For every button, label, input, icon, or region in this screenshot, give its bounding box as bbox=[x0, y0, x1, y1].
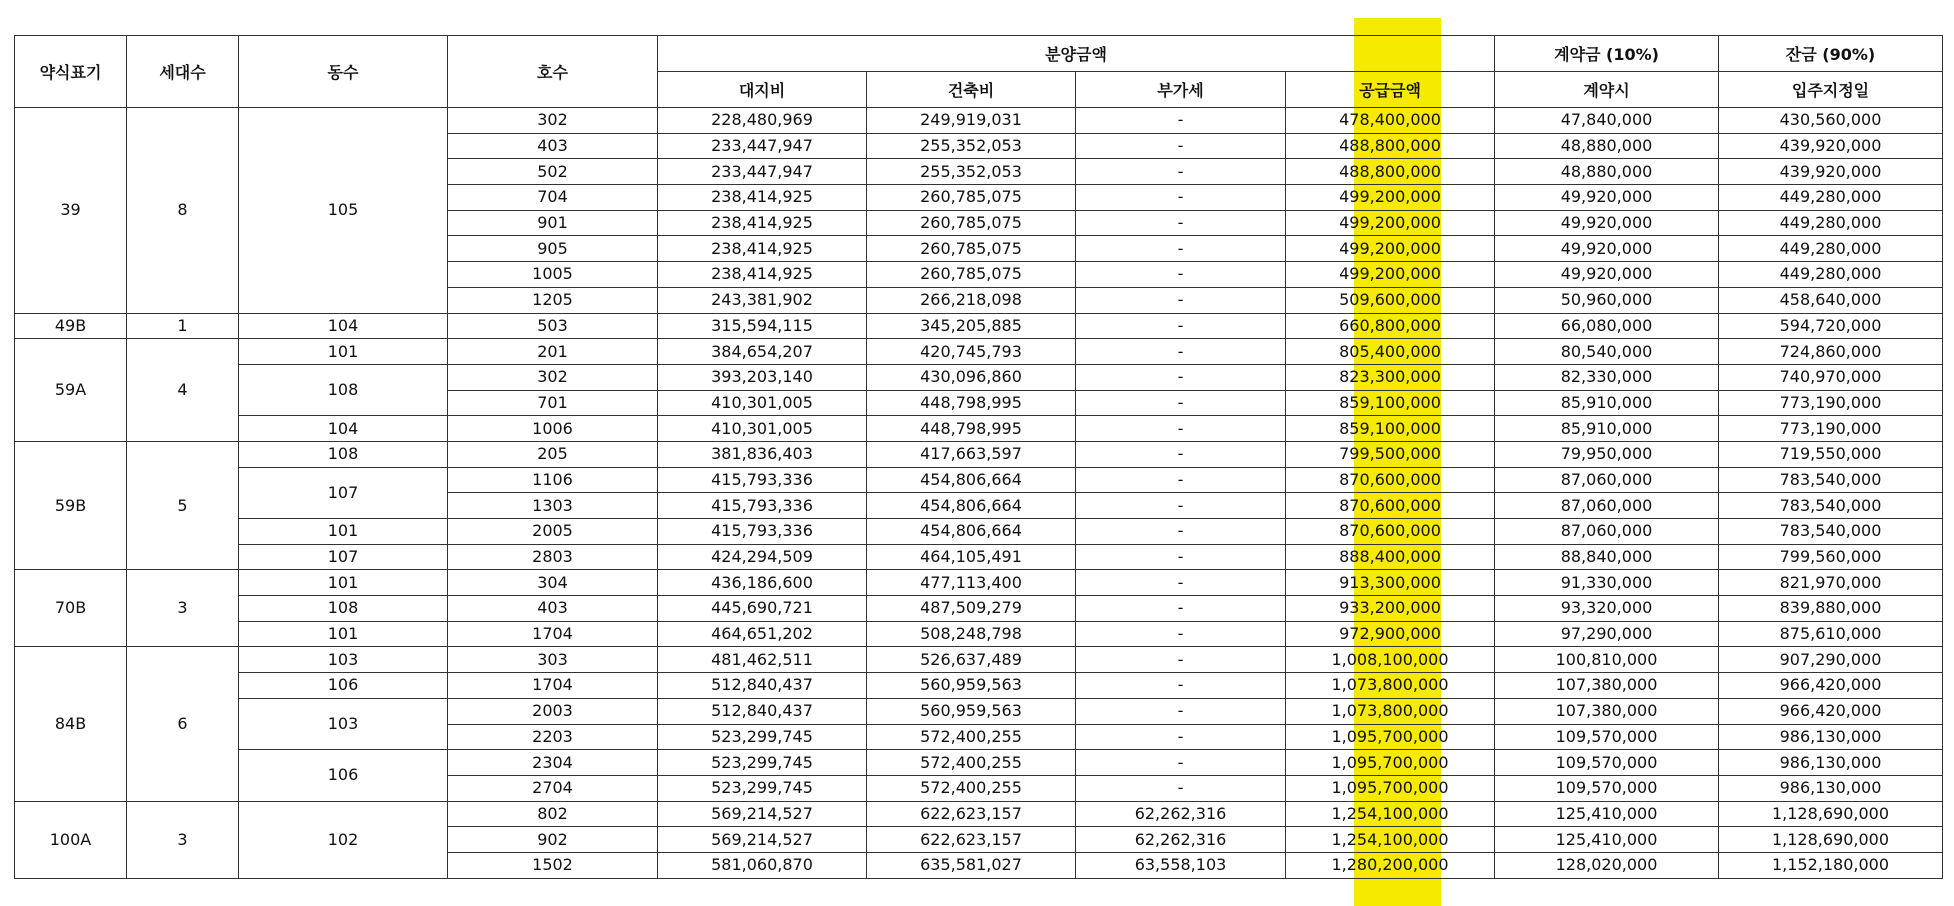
cell-supply: 1,095,700,000 bbox=[1286, 750, 1495, 776]
cell-type: 59B bbox=[15, 441, 127, 569]
cell-unit: 304 bbox=[448, 570, 658, 596]
cell-land: 238,414,925 bbox=[658, 262, 867, 288]
cell-construction: 255,352,053 bbox=[867, 159, 1076, 185]
cell-deposit: 80,540,000 bbox=[1495, 339, 1719, 365]
cell-supply: 1,095,700,000 bbox=[1286, 775, 1495, 801]
cell-supply: 888,400,000 bbox=[1286, 544, 1495, 570]
cell-construction: 448,798,995 bbox=[867, 390, 1076, 416]
cell-supply: 870,600,000 bbox=[1286, 519, 1495, 545]
cell-deposit: 85,910,000 bbox=[1495, 416, 1719, 442]
cell-building: 104 bbox=[239, 416, 448, 442]
cell-construction: 345,205,885 bbox=[867, 313, 1076, 339]
cell-unit: 1303 bbox=[448, 493, 658, 519]
cell-deposit: 125,410,000 bbox=[1495, 827, 1719, 853]
header-deposit-group: 계약금 (10%) bbox=[1495, 36, 1719, 72]
cell-supply: 859,100,000 bbox=[1286, 390, 1495, 416]
cell-deposit: 109,570,000 bbox=[1495, 750, 1719, 776]
cell-unit: 1502 bbox=[448, 852, 658, 878]
cell-supply: 1,254,100,000 bbox=[1286, 827, 1495, 853]
cell-deposit: 87,060,000 bbox=[1495, 467, 1719, 493]
cell-supply: 499,200,000 bbox=[1286, 210, 1495, 236]
cell-unit: 901 bbox=[448, 210, 658, 236]
header-vat: 부가세 bbox=[1076, 72, 1286, 108]
cell-vat: 63,558,103 bbox=[1076, 852, 1286, 878]
cell-supply: 870,600,000 bbox=[1286, 493, 1495, 519]
cell-land: 436,186,600 bbox=[658, 570, 867, 596]
cell-unit: 303 bbox=[448, 647, 658, 673]
price-table bbox=[14, 35, 1943, 879]
cell-vat: - bbox=[1076, 724, 1286, 750]
cell-vat: - bbox=[1076, 775, 1286, 801]
cell-vat: - bbox=[1076, 441, 1286, 467]
cell-type: 39 bbox=[15, 108, 127, 314]
cell-vat: - bbox=[1076, 750, 1286, 776]
cell-land: 415,793,336 bbox=[658, 519, 867, 545]
cell-land: 381,836,403 bbox=[658, 441, 867, 467]
cell-deposit: 109,570,000 bbox=[1495, 775, 1719, 801]
header-price-group: 분양금액 bbox=[658, 36, 1495, 72]
cell-deposit: 82,330,000 bbox=[1495, 364, 1719, 390]
table-row bbox=[15, 364, 1943, 390]
cell-balance: 773,190,000 bbox=[1719, 416, 1943, 442]
cell-land: 445,690,721 bbox=[658, 596, 867, 622]
cell-deposit: 125,410,000 bbox=[1495, 801, 1719, 827]
cell-balance: 449,280,000 bbox=[1719, 210, 1943, 236]
cell-deposit: 87,060,000 bbox=[1495, 519, 1719, 545]
cell-land: 228,480,969 bbox=[658, 108, 867, 134]
cell-deposit: 85,910,000 bbox=[1495, 390, 1719, 416]
cell-deposit: 93,320,000 bbox=[1495, 596, 1719, 622]
cell-households: 5 bbox=[127, 441, 239, 569]
cell-deposit: 100,810,000 bbox=[1495, 647, 1719, 673]
cell-construction: 260,785,075 bbox=[867, 262, 1076, 288]
cell-construction: 420,745,793 bbox=[867, 339, 1076, 365]
cell-balance: 1,128,690,000 bbox=[1719, 801, 1943, 827]
cell-building: 108 bbox=[239, 364, 448, 415]
cell-balance: 773,190,000 bbox=[1719, 390, 1943, 416]
cell-vat: - bbox=[1076, 467, 1286, 493]
cell-balance: 875,610,000 bbox=[1719, 621, 1943, 647]
cell-supply: 1,280,200,000 bbox=[1286, 852, 1495, 878]
cell-deposit: 109,570,000 bbox=[1495, 724, 1719, 750]
cell-unit: 2203 bbox=[448, 724, 658, 750]
cell-supply: 933,200,000 bbox=[1286, 596, 1495, 622]
cell-balance: 839,880,000 bbox=[1719, 596, 1943, 622]
cell-land: 233,447,947 bbox=[658, 133, 867, 159]
cell-construction: 266,218,098 bbox=[867, 287, 1076, 313]
cell-supply: 509,600,000 bbox=[1286, 287, 1495, 313]
cell-households: 6 bbox=[127, 647, 239, 801]
cell-deposit: 79,950,000 bbox=[1495, 441, 1719, 467]
cell-vat: - bbox=[1076, 364, 1286, 390]
cell-unit: 403 bbox=[448, 596, 658, 622]
cell-supply: 1,095,700,000 bbox=[1286, 724, 1495, 750]
cell-deposit: 47,840,000 bbox=[1495, 108, 1719, 134]
table-row bbox=[15, 108, 1943, 134]
cell-construction: 448,798,995 bbox=[867, 416, 1076, 442]
cell-deposit: 128,020,000 bbox=[1495, 852, 1719, 878]
cell-supply: 499,200,000 bbox=[1286, 185, 1495, 211]
table-row bbox=[15, 801, 1943, 827]
cell-land: 384,654,207 bbox=[658, 339, 867, 365]
cell-construction: 572,400,255 bbox=[867, 724, 1076, 750]
cell-balance: 821,970,000 bbox=[1719, 570, 1943, 596]
cell-building: 108 bbox=[239, 596, 448, 622]
cell-land: 523,299,745 bbox=[658, 750, 867, 776]
cell-building: 106 bbox=[239, 673, 448, 699]
cell-balance: 430,560,000 bbox=[1719, 108, 1943, 134]
cell-land: 393,203,140 bbox=[658, 364, 867, 390]
cell-deposit: 49,920,000 bbox=[1495, 210, 1719, 236]
table-row bbox=[15, 647, 1943, 673]
cell-supply: 478,400,000 bbox=[1286, 108, 1495, 134]
cell-deposit: 91,330,000 bbox=[1495, 570, 1719, 596]
cell-construction: 260,785,075 bbox=[867, 185, 1076, 211]
cell-deposit: 87,060,000 bbox=[1495, 493, 1719, 519]
cell-vat: - bbox=[1076, 339, 1286, 365]
cell-unit: 2803 bbox=[448, 544, 658, 570]
cell-unit: 905 bbox=[448, 236, 658, 262]
cell-households: 4 bbox=[127, 339, 239, 442]
cell-vat: - bbox=[1076, 390, 1286, 416]
cell-balance: 1,128,690,000 bbox=[1719, 827, 1943, 853]
cell-land: 410,301,005 bbox=[658, 390, 867, 416]
cell-balance: 449,280,000 bbox=[1719, 236, 1943, 262]
cell-building: 102 bbox=[239, 801, 448, 878]
cell-vat: - bbox=[1076, 108, 1286, 134]
cell-supply: 913,300,000 bbox=[1286, 570, 1495, 596]
cell-construction: 560,959,563 bbox=[867, 698, 1076, 724]
cell-unit: 704 bbox=[448, 185, 658, 211]
cell-land: 243,381,902 bbox=[658, 287, 867, 313]
header-building: 동수 bbox=[239, 36, 448, 108]
cell-balance: 1,152,180,000 bbox=[1719, 852, 1943, 878]
cell-unit: 701 bbox=[448, 390, 658, 416]
cell-land: 410,301,005 bbox=[658, 416, 867, 442]
header-balance-group: 잔금 (90%) bbox=[1719, 36, 1943, 72]
cell-land: 238,414,925 bbox=[658, 236, 867, 262]
cell-vat: - bbox=[1076, 621, 1286, 647]
cell-vat: 62,262,316 bbox=[1076, 827, 1286, 853]
cell-type: 84B bbox=[15, 647, 127, 801]
cell-balance: 740,970,000 bbox=[1719, 364, 1943, 390]
cell-balance: 458,640,000 bbox=[1719, 287, 1943, 313]
cell-vat: - bbox=[1076, 262, 1286, 288]
cell-building: 106 bbox=[239, 750, 448, 801]
cell-vat: - bbox=[1076, 596, 1286, 622]
cell-construction: 572,400,255 bbox=[867, 775, 1076, 801]
cell-households: 3 bbox=[127, 570, 239, 647]
cell-building: 105 bbox=[239, 108, 448, 314]
cell-land: 523,299,745 bbox=[658, 724, 867, 750]
header-type: 약식표기 bbox=[15, 36, 127, 108]
cell-deposit: 49,920,000 bbox=[1495, 236, 1719, 262]
cell-construction: 635,581,027 bbox=[867, 852, 1076, 878]
cell-balance: 986,130,000 bbox=[1719, 724, 1943, 750]
cell-supply: 1,073,800,000 bbox=[1286, 673, 1495, 699]
cell-households: 8 bbox=[127, 108, 239, 314]
cell-supply: 1,254,100,000 bbox=[1286, 801, 1495, 827]
cell-balance: 783,540,000 bbox=[1719, 467, 1943, 493]
cell-land: 512,840,437 bbox=[658, 698, 867, 724]
cell-land: 238,414,925 bbox=[658, 210, 867, 236]
cell-land: 238,414,925 bbox=[658, 185, 867, 211]
cell-deposit: 49,920,000 bbox=[1495, 262, 1719, 288]
cell-building: 101 bbox=[239, 570, 448, 596]
cell-construction: 454,806,664 bbox=[867, 493, 1076, 519]
cell-building: 101 bbox=[239, 339, 448, 365]
cell-construction: 560,959,563 bbox=[867, 673, 1076, 699]
cell-vat: - bbox=[1076, 673, 1286, 699]
cell-balance: 783,540,000 bbox=[1719, 493, 1943, 519]
cell-supply: 499,200,000 bbox=[1286, 262, 1495, 288]
cell-deposit: 107,380,000 bbox=[1495, 673, 1719, 699]
cell-supply: 870,600,000 bbox=[1286, 467, 1495, 493]
cell-land: 415,793,336 bbox=[658, 493, 867, 519]
cell-building: 101 bbox=[239, 621, 448, 647]
table-body bbox=[15, 108, 1943, 879]
cell-balance: 724,860,000 bbox=[1719, 339, 1943, 365]
table-row bbox=[15, 570, 1943, 596]
cell-deposit: 97,290,000 bbox=[1495, 621, 1719, 647]
cell-balance: 907,290,000 bbox=[1719, 647, 1943, 673]
cell-unit: 1006 bbox=[448, 416, 658, 442]
cell-balance: 594,720,000 bbox=[1719, 313, 1943, 339]
cell-supply: 660,800,000 bbox=[1286, 313, 1495, 339]
cell-balance: 719,550,000 bbox=[1719, 441, 1943, 467]
cell-balance: 799,560,000 bbox=[1719, 544, 1943, 570]
cell-land: 424,294,509 bbox=[658, 544, 867, 570]
cell-building: 108 bbox=[239, 441, 448, 467]
cell-construction: 260,785,075 bbox=[867, 210, 1076, 236]
cell-vat: - bbox=[1076, 416, 1286, 442]
cell-land: 512,840,437 bbox=[658, 673, 867, 699]
cell-balance: 966,420,000 bbox=[1719, 698, 1943, 724]
cell-unit: 902 bbox=[448, 827, 658, 853]
table-row bbox=[15, 467, 1943, 493]
cell-unit: 2003 bbox=[448, 698, 658, 724]
cell-unit: 201 bbox=[448, 339, 658, 365]
table-row bbox=[15, 698, 1943, 724]
cell-deposit: 66,080,000 bbox=[1495, 313, 1719, 339]
cell-vat: - bbox=[1076, 185, 1286, 211]
cell-construction: 454,806,664 bbox=[867, 467, 1076, 493]
header-balance: 입주지정일 bbox=[1719, 72, 1943, 108]
cell-supply: 799,500,000 bbox=[1286, 441, 1495, 467]
cell-building: 103 bbox=[239, 647, 448, 673]
cell-supply: 823,300,000 bbox=[1286, 364, 1495, 390]
cell-vat: - bbox=[1076, 570, 1286, 596]
cell-land: 233,447,947 bbox=[658, 159, 867, 185]
header-supply: 공급금액 bbox=[1286, 72, 1495, 108]
cell-vat: - bbox=[1076, 210, 1286, 236]
cell-unit: 205 bbox=[448, 441, 658, 467]
cell-land: 581,060,870 bbox=[658, 852, 867, 878]
cell-construction: 260,785,075 bbox=[867, 236, 1076, 262]
cell-land: 415,793,336 bbox=[658, 467, 867, 493]
cell-unit: 1106 bbox=[448, 467, 658, 493]
cell-vat: - bbox=[1076, 133, 1286, 159]
cell-unit: 2005 bbox=[448, 519, 658, 545]
cell-construction: 417,663,597 bbox=[867, 441, 1076, 467]
cell-unit: 1704 bbox=[448, 673, 658, 699]
cell-type: 59A bbox=[15, 339, 127, 442]
cell-households: 3 bbox=[127, 801, 239, 878]
cell-balance: 986,130,000 bbox=[1719, 750, 1943, 776]
cell-land: 481,462,511 bbox=[658, 647, 867, 673]
cell-land: 315,594,115 bbox=[658, 313, 867, 339]
cell-building: 101 bbox=[239, 519, 448, 545]
cell-unit: 1704 bbox=[448, 621, 658, 647]
cell-deposit: 48,880,000 bbox=[1495, 159, 1719, 185]
cell-land: 569,214,527 bbox=[658, 801, 867, 827]
table-row bbox=[15, 313, 1943, 339]
cell-deposit: 107,380,000 bbox=[1495, 698, 1719, 724]
cell-construction: 454,806,664 bbox=[867, 519, 1076, 545]
cell-type: 70B bbox=[15, 570, 127, 647]
cell-balance: 439,920,000 bbox=[1719, 133, 1943, 159]
cell-construction: 622,623,157 bbox=[867, 801, 1076, 827]
cell-supply: 499,200,000 bbox=[1286, 236, 1495, 262]
header-deposit: 계약시 bbox=[1495, 72, 1719, 108]
cell-vat: - bbox=[1076, 159, 1286, 185]
cell-building: 103 bbox=[239, 698, 448, 749]
cell-construction: 526,637,489 bbox=[867, 647, 1076, 673]
cell-building: 104 bbox=[239, 313, 448, 339]
cell-vat: - bbox=[1076, 647, 1286, 673]
cell-construction: 622,623,157 bbox=[867, 827, 1076, 853]
cell-balance: 966,420,000 bbox=[1719, 673, 1943, 699]
cell-construction: 477,113,400 bbox=[867, 570, 1076, 596]
header-households: 세대수 bbox=[127, 36, 239, 108]
cell-land: 569,214,527 bbox=[658, 827, 867, 853]
cell-supply: 972,900,000 bbox=[1286, 621, 1495, 647]
cell-deposit: 88,840,000 bbox=[1495, 544, 1719, 570]
cell-supply: 1,073,800,000 bbox=[1286, 698, 1495, 724]
cell-balance: 783,540,000 bbox=[1719, 519, 1943, 545]
table-row bbox=[15, 596, 1943, 622]
cell-deposit: 50,960,000 bbox=[1495, 287, 1719, 313]
table-row bbox=[15, 519, 1943, 545]
cell-unit: 302 bbox=[448, 108, 658, 134]
cell-unit: 502 bbox=[448, 159, 658, 185]
cell-vat: - bbox=[1076, 236, 1286, 262]
cell-supply: 1,008,100,000 bbox=[1286, 647, 1495, 673]
cell-construction: 487,509,279 bbox=[867, 596, 1076, 622]
cell-construction: 430,096,860 bbox=[867, 364, 1076, 390]
cell-balance: 449,280,000 bbox=[1719, 262, 1943, 288]
header-construction: 건축비 bbox=[867, 72, 1076, 108]
cell-construction: 255,352,053 bbox=[867, 133, 1076, 159]
cell-construction: 249,919,031 bbox=[867, 108, 1076, 134]
cell-balance: 986,130,000 bbox=[1719, 775, 1943, 801]
cell-vat: - bbox=[1076, 313, 1286, 339]
cell-deposit: 48,880,000 bbox=[1495, 133, 1719, 159]
table-row bbox=[15, 339, 1943, 365]
table-header bbox=[15, 36, 1943, 108]
cell-unit: 802 bbox=[448, 801, 658, 827]
cell-unit: 302 bbox=[448, 364, 658, 390]
cell-land: 523,299,745 bbox=[658, 775, 867, 801]
cell-vat: - bbox=[1076, 519, 1286, 545]
cell-type: 100A bbox=[15, 801, 127, 878]
table-row bbox=[15, 441, 1943, 467]
table-row bbox=[15, 673, 1943, 699]
cell-land: 464,651,202 bbox=[658, 621, 867, 647]
header-unit: 호수 bbox=[448, 36, 658, 108]
table-row bbox=[15, 544, 1943, 570]
cell-building: 107 bbox=[239, 467, 448, 518]
cell-building: 107 bbox=[239, 544, 448, 570]
table-row bbox=[15, 416, 1943, 442]
cell-unit: 503 bbox=[448, 313, 658, 339]
table-row bbox=[15, 750, 1943, 776]
cell-construction: 464,105,491 bbox=[867, 544, 1076, 570]
cell-vat: - bbox=[1076, 493, 1286, 519]
cell-unit: 2704 bbox=[448, 775, 658, 801]
cell-households: 1 bbox=[127, 313, 239, 339]
cell-unit: 2304 bbox=[448, 750, 658, 776]
cell-supply: 488,800,000 bbox=[1286, 159, 1495, 185]
cell-construction: 508,248,798 bbox=[867, 621, 1076, 647]
cell-unit: 1205 bbox=[448, 287, 658, 313]
cell-construction: 572,400,255 bbox=[867, 750, 1076, 776]
cell-type: 49B bbox=[15, 313, 127, 339]
cell-deposit: 49,920,000 bbox=[1495, 185, 1719, 211]
cell-supply: 859,100,000 bbox=[1286, 416, 1495, 442]
table-row bbox=[15, 621, 1943, 647]
cell-balance: 449,280,000 bbox=[1719, 185, 1943, 211]
cell-unit: 1005 bbox=[448, 262, 658, 288]
header-land: 대지비 bbox=[658, 72, 867, 108]
cell-supply: 805,400,000 bbox=[1286, 339, 1495, 365]
cell-vat: - bbox=[1076, 287, 1286, 313]
cell-unit: 403 bbox=[448, 133, 658, 159]
cell-supply: 488,800,000 bbox=[1286, 133, 1495, 159]
cell-balance: 439,920,000 bbox=[1719, 159, 1943, 185]
cell-vat: 62,262,316 bbox=[1076, 801, 1286, 827]
cell-vat: - bbox=[1076, 544, 1286, 570]
cell-vat: - bbox=[1076, 698, 1286, 724]
